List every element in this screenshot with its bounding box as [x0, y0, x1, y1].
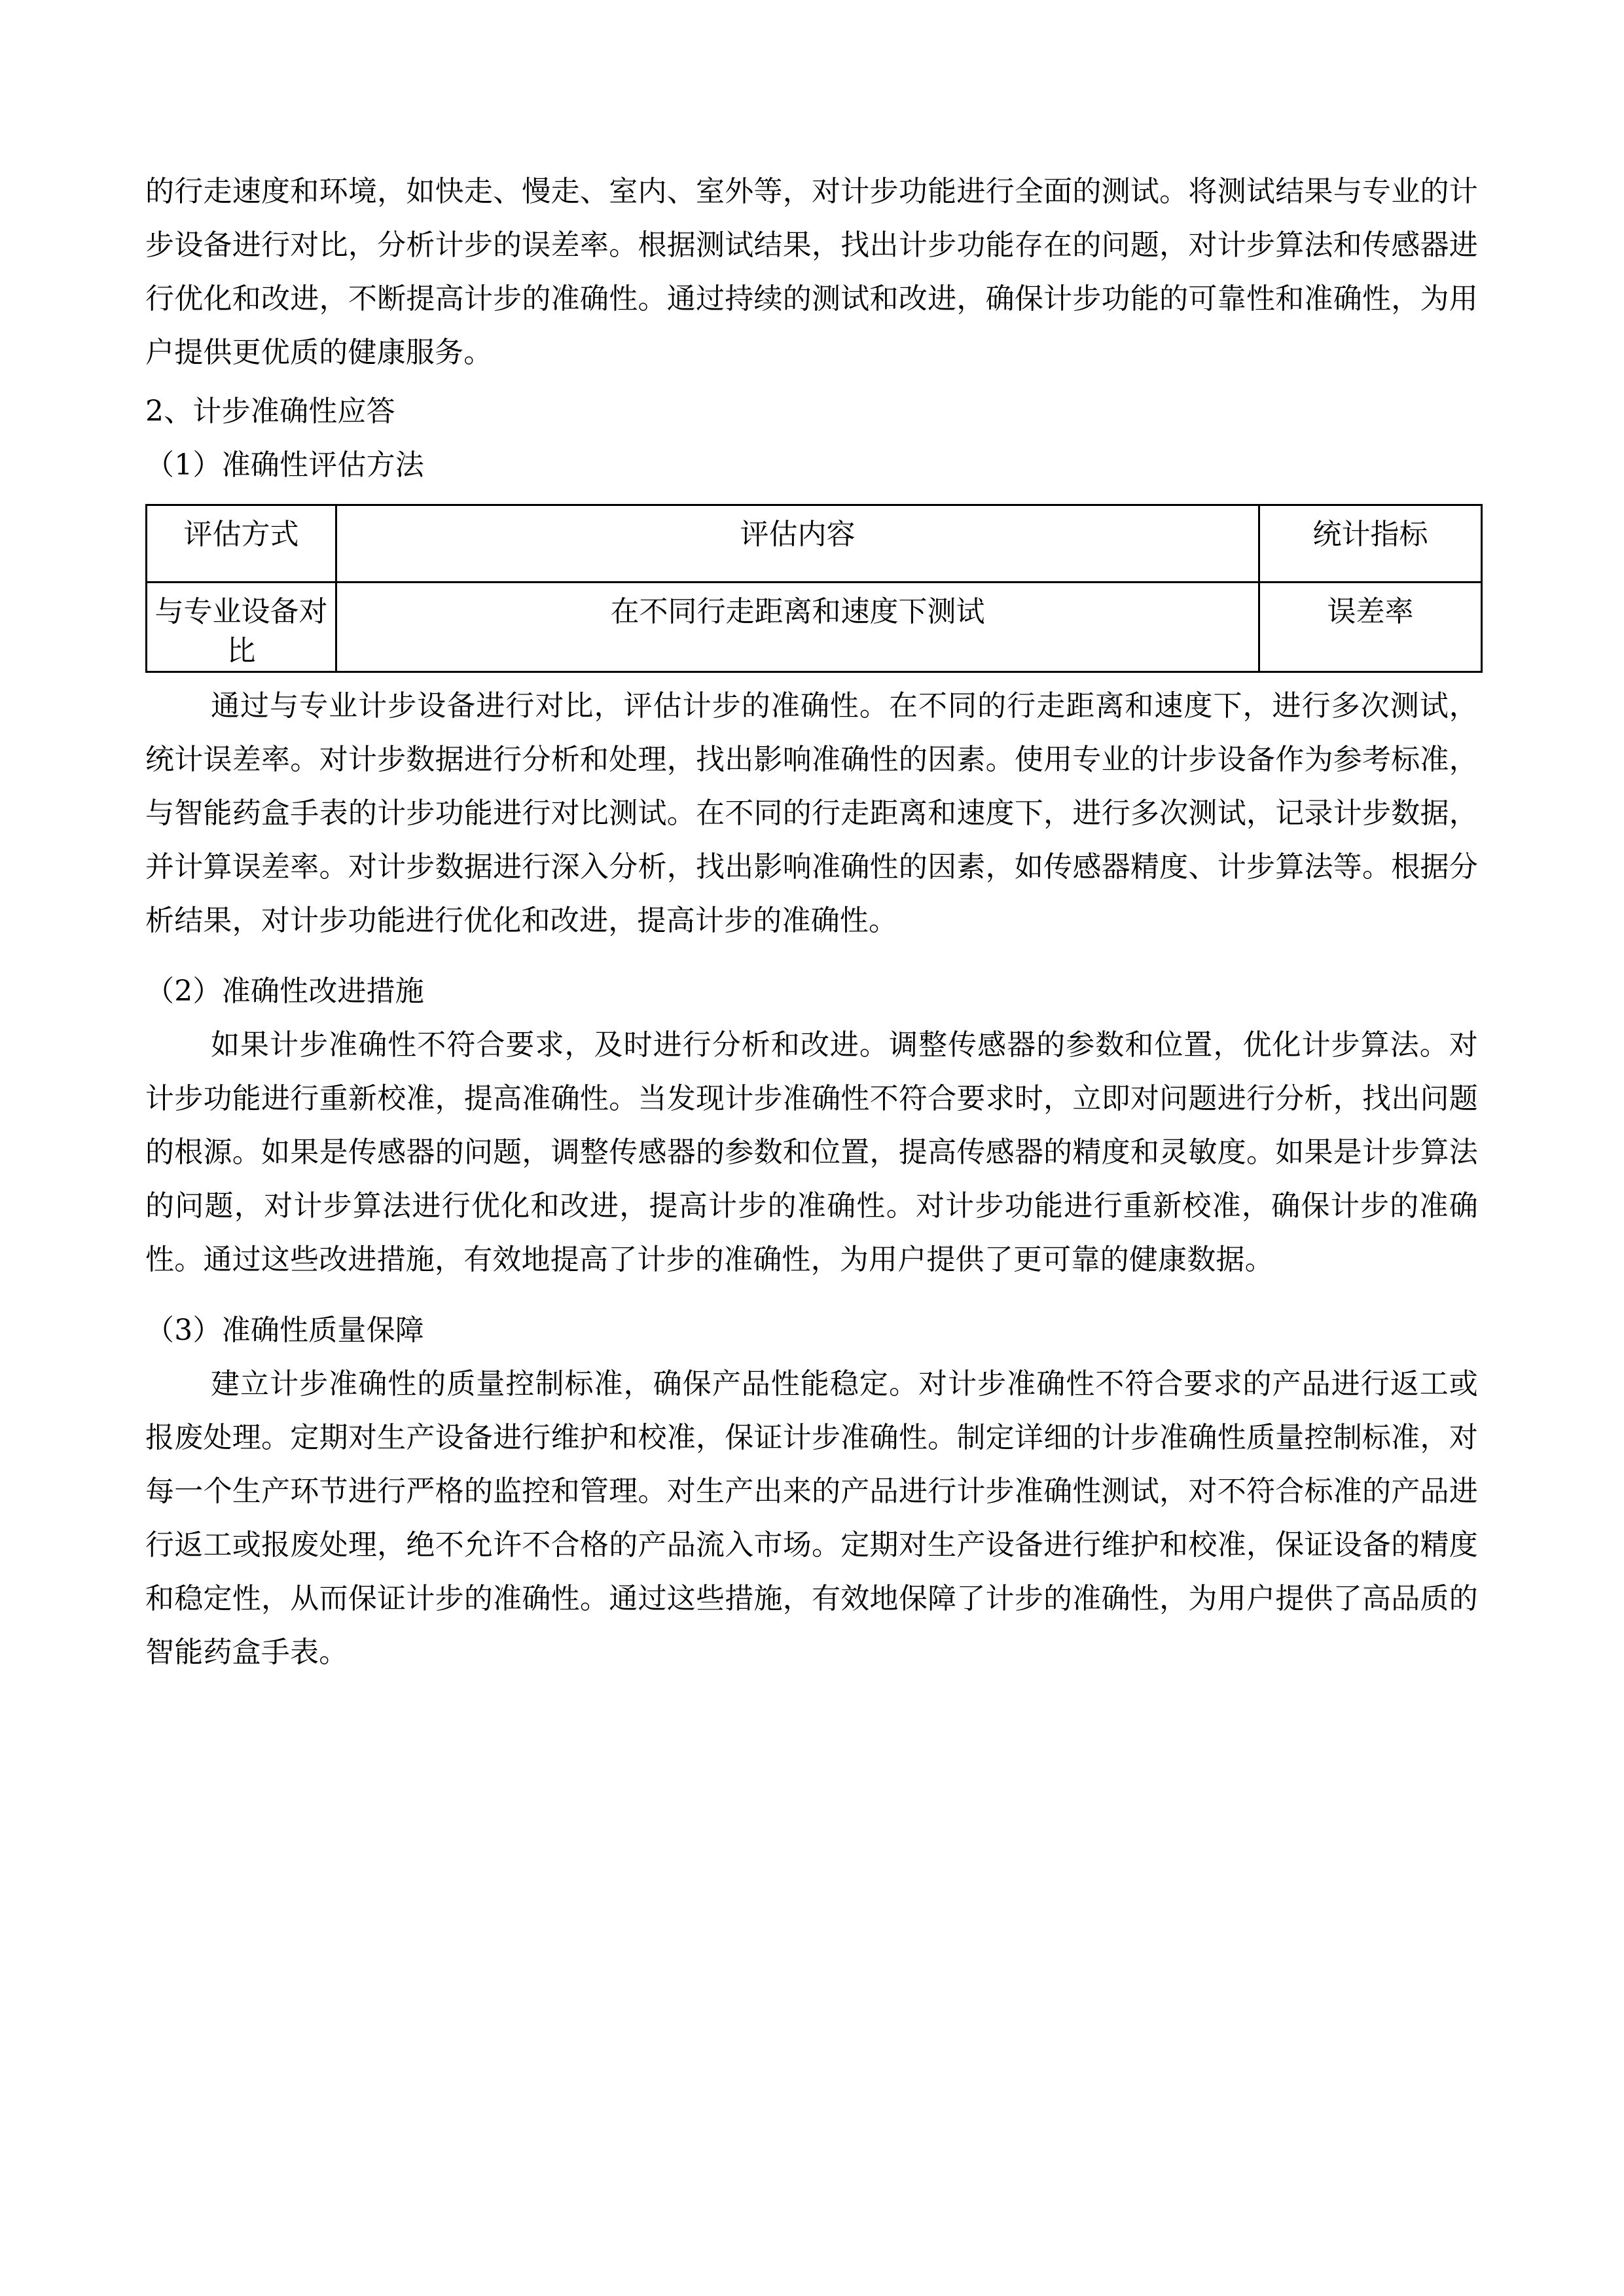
paragraph-continued: 的行走速度和环境，如快走、慢走、室内、室外等，对计步功能进行全面的测试。将测试结果与专业的计步设备进行对比，分析计步的误差率。根据测试结果，找出计步功能存在的问题，对计步算法和传感器进行优化和改进，不断提高计步的准确性。通过持续的测试和改进，确保计步功能的可靠性和准确性，为用户提供更优质的健康服务。	[145, 175, 1478, 369]
table-header-row	[147, 505, 1482, 583]
heading-subsection-1: （1）准确性评估方法	[145, 448, 424, 482]
table-cell-content: 在不同行走距离和速度下测试	[336, 583, 1259, 672]
spacer	[145, 1287, 1478, 1304]
heading-section-2: 2、计步准确性应答	[145, 395, 395, 428]
spacer	[145, 380, 1478, 385]
table-cell-metric: 误差率	[1259, 583, 1482, 672]
page-content	[145, 165, 1478, 1679]
spacer	[145, 948, 1478, 965]
table-cell-method: 与专业设备对比	[147, 583, 336, 672]
table-header-cell-content: 评估内容	[336, 505, 1259, 583]
table-header-cell-metric: 统计指标	[1259, 505, 1482, 583]
accuracy-evaluation-table	[145, 504, 1483, 673]
table-header-cell-method: 评估方式	[147, 505, 336, 583]
paragraph-quality-assurance: 建立计步准确性的质量控制标准，确保产品性能稳定。对计步准确性不符合要求的产品进行返工或报废处理。定期对生产设备进行维护和校准，保证计步准确性。制定详细的计步准确性质量控制标准，对每一个生产环节进行严格的监控和管理。对生产出来的产品进行计步准确性测试，对不符合标准的产品进行返工或报废处理，绝不允许不合格的产品流入市场。定期对生产设备进行维护和校准，保证设备的精度和稳定性，从而保证计步的准确性。通过这些措施，有效地保障了计步的准确性，为用户提供了高品质的智能药盒手表。	[145, 1367, 1478, 1669]
table-row	[147, 583, 1482, 672]
heading-subsection-2: （2）准确性改进措施	[145, 975, 424, 1008]
paragraph-after-table: 通过与专业计步设备进行对比，评估计步的准确性。在不同的行走距离和速度下，进行多次测试，统计误差率。对计步数据进行分析和处理，找出影响准确性的因素。使用专业的计步设备作为参考标准，与智能药盒手表的计步功能进行对比测试。在不同的行走距离和速度下，进行多次测试，记录计步数据，并计算误差率。对计步数据进行深入分析，找出影响准确性的因素，如传感器精度、计步算法等。根据分析结果，对计步功能进行优化和改进，提高计步的准确性。	[145, 689, 1478, 937]
heading-subsection-3: （3）准确性质量保障	[145, 1314, 424, 1347]
paragraph-improvement-measures: 如果计步准确性不符合要求，及时进行分析和改进。调整传感器的参数和位置，优化计步算法。对计步功能进行重新校准，提高准确性。当发现计步准确性不符合要求时，立即对问题进行分析，找出问题的根源。如果是传感器的问题，调整传感器的参数和位置，提高传感器的精度和灵敏度。如果是计步算法的问题，对计步算法进行优化和改进，提高计步的准确性。对计步功能进行重新校准，确保计步的准确性。通过这些改进措施，有效地提高了计步的准确性，为用户提供了更可靠的健康数据。	[145, 1028, 1478, 1276]
